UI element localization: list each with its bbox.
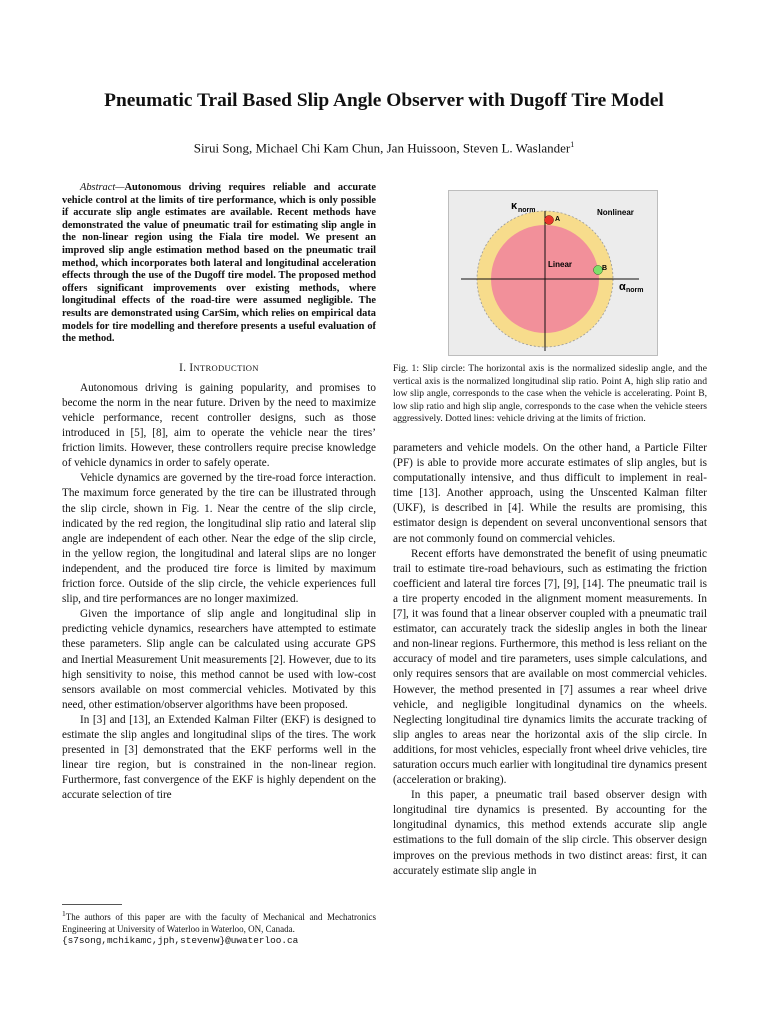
- intro-paragraph-7: In this paper, a pneumatic trail based observer design with longitudinal tire dynamics is presented. By accounting for the longitudinal dynamics, this method extends accurate slip angle estimations to the full domain of the slip circle. This observer design improves on the previous methods in two distinct areas: first, it can accurately estimate slip angle in: [393, 789, 707, 877]
- abstract-text: Autonomous driving requires reliable and accurate vehicle control at the limits of tire performance, which is only possible if accurate slip angle estimates are available. Recent methods have demonstrated the value of pneumatic trail for estimating slip angle in the non-linear region using the Fiala tire model. We present an improved slip angle estimation method based on the pneumatic trail method, which incorporates both lateral and longitudinal acceleration effects through the use of the Dugoff tire model. The proposed method offers significant improvements over existing methods, where longitudinal effects of the road-tire were assumed negligible. The results are demonstrated using CarSim, which relies on empirical data models for tire modelling and therefore presents a useful evaluation of the method.: [62, 182, 376, 345]
- intro-paragraph-3: Given the importance of slip angle and longitudinal slip in predicting vehicle dynamics, researchers have attempted to estimate these parameters. Slip angle can be calculated using accurate GPS and Inertial Measurement Unit measurements [2]. However, due to its high sensitivity to noise, this method cannot be used with low-cost sensors available on most commercial vehicles. Motivated by this need, other estimation/observer algorithms have been proposed.: [62, 608, 376, 711]
- footnote-emails: {s7song,mchikamc,jph,stevenw}@uwaterloo.ca: [62, 935, 299, 947]
- footnote: [62, 908, 376, 947]
- paper-title: Pneumatic Trail Based Slip Angle Observer with Dugoff Tire Model: [104, 90, 664, 111]
- x-axis-label: α: [619, 281, 626, 293]
- nonlinear-label: Nonlinear: [597, 208, 634, 217]
- author-list: [0, 136, 768, 156]
- y-axis-sub: norm: [518, 207, 536, 214]
- footnote-mark: 1: [62, 909, 66, 918]
- intro-paragraph-4: In [3] and [13], an Extended Kalman Filter (EKF) is designed to estimate the slip angles and longitudinal slips of the tires. The work presented in [3] demonstrated that the EKF performs well in the linear tire region, but is constrained in the non-linear region. Furthermore, fast convergence of the EKF is highly dependent on the accurate selection of tire: [62, 713, 376, 802]
- section-name-rest: NTRODUCTION: [193, 362, 259, 373]
- point-a-label: A: [555, 216, 561, 223]
- abstract: [62, 182, 376, 346]
- section-name-first: I: [189, 361, 194, 374]
- slip-circle-figure: [448, 190, 658, 356]
- footnote-rule: [62, 904, 122, 905]
- linear-label: Linear: [548, 260, 573, 269]
- point-b-label: B: [602, 265, 608, 272]
- y-axis-label: κ: [511, 200, 518, 212]
- slip-circle-diagram: [449, 191, 657, 355]
- right-column: [393, 441, 707, 879]
- section-heading-introduction: [62, 361, 376, 376]
- intro-paragraph-6: Recent efforts have demonstrated the benefit of using pneumatic trail to estimate tire-road behaviours, such as estimating the friction coefficient and lateral tire forces [7], [9], [14]. The pneumatic trail is a tire property encoded in the alignment moment measurements. In [7], it was found that a linear observer coupled with a pneumatic trail estimator, can accurately track the sideslip angles in both the linear and non-linear regions. Furthermore, this method is less reliant on the accuracy of model and tire parameters, uses simple calculations, and only requires sensors that are available on most commercial vehicles. However, the method presented in [7] assumes a rear wheel drive vehicle, and negligible longitudinal dynamics on the wheels. Neglecting longitudinal tire dynamics limits the accurate tracking of slip angles to areas near the horizontal axis of the slip circle. In additions, for most vehicles, especially front wheel drive vehicles, tire saturation occurs much earlier with longitudinal tire dynamics present (acceleration or braking).: [393, 547, 707, 787]
- left-column: [62, 182, 376, 803]
- intro-paragraph-1: Autonomous driving is gaining popularity, and promises to become the norm in the near future. Driven by the need to maximize vehicle performance, recent controller designs, such as those introduced in [5], [8], aim to operate the vehicle near the tires’ friction limits. However, these controllers require precise knowledge of vehicle dynamics in order to safely operate.: [62, 381, 376, 470]
- figure-caption: Fig. 1: Slip circle: The horizontal axis is the normalized sideslip angle, and the vertical axis is the normalized longitudinal slip ratio. Point A, high slip ratio and low slip angle, corresponds to the case when the vehicle is accelerating. Point B, low slip ratio and high slip angle, corresponds to the case when the vehicle steers aggressively. Dotted lines: vehicle driving at the limits of friction.: [393, 363, 707, 424]
- intro-paragraph-2: Vehicle dynamics are governed by the tire-road force interaction. The maximum force generated by the tire can be illustrated through the slip circle, shown in Fig. 1. Near the centre of the slip circle, indicated by the red region, the longitudinal slip ratio and lateral slip angle are independent of each other. Near the edge of the slip circle, in the yellow region, the longitudinal and lateral slips are no longer independent, and the produced tire force is limited by maximum friction force. Outside of the slip circle, the vehicle experiences full slip, and tire performances are no longer maximized.: [62, 472, 376, 606]
- abstract-label: Abstract—: [80, 182, 125, 193]
- footnote-text: The authors of this paper are with the faculty of Mechanical and Mechatronics Engineering at University of Waterloo in Waterloo, ON, Canada.: [62, 912, 376, 934]
- intro-paragraph-5: parameters and vehicle models. On the other hand, a Particle Filter (PF) is able to provide more accurate estimates of slip angles, but is computationally intensive, and thus difficult to implement in real-time [13]. Another approach, using the Unscented Kalman filter (UKF), is described in [4]. While the results are promising, this estimator design is dependent on several unconventional sensors that are not commonly found on commercial vehicles.: [393, 442, 707, 545]
- section-numeral: I.: [179, 361, 187, 374]
- x-axis-sub: norm: [626, 287, 644, 294]
- author-footnote-mark: 1: [570, 140, 575, 149]
- point-a-marker: [545, 216, 554, 225]
- author-names: Sirui Song, Michael Chi Kam Chun, Jan Huissoon, Steven L. Waslander: [193, 140, 571, 156]
